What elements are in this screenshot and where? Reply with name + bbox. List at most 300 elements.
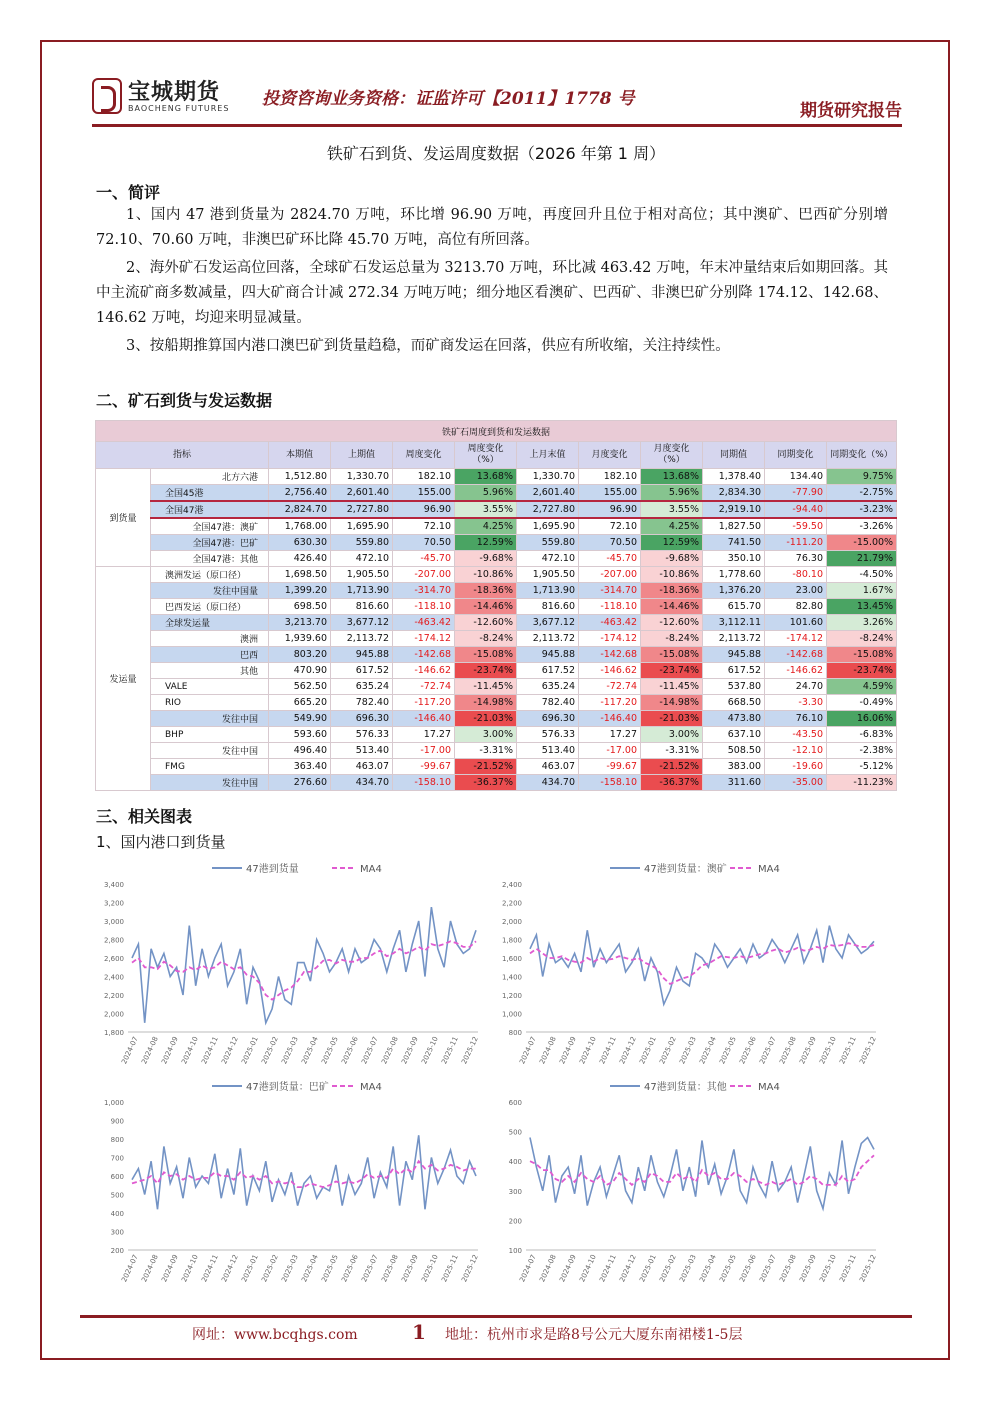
- x-tick-label: 2024-11: [200, 1035, 220, 1066]
- y-tick-label: 800: [508, 1029, 522, 1037]
- table-cell: 4.25%: [455, 518, 517, 535]
- table-cell: -15.08%: [641, 647, 703, 663]
- table-cell: 2,824.70: [269, 501, 331, 518]
- table-row: [96, 615, 897, 631]
- logo-name-en: BAOCHENG FUTURES: [128, 103, 230, 113]
- table-cell: 463.07: [331, 759, 393, 775]
- table-cell: 945.88: [517, 647, 579, 663]
- table-header-cell: 指标: [96, 442, 269, 469]
- table-cell: -11.23%: [827, 775, 897, 791]
- table-cell: -18.36%: [641, 583, 703, 599]
- table-cell: 426.40: [269, 551, 331, 567]
- table-cell: 17.27: [579, 727, 641, 743]
- x-tick-label: 2025-04: [300, 1253, 320, 1284]
- table-cell: 472.10: [331, 551, 393, 567]
- section-heading-comments: 一、简评: [96, 183, 161, 202]
- table-cell: 70.50: [579, 535, 641, 551]
- x-tick-label: 2024-08: [140, 1035, 160, 1066]
- table-cell: -10.86%: [455, 567, 517, 583]
- table-cell: 2,727.80: [331, 501, 393, 518]
- y-tick-label: 2,200: [501, 899, 522, 908]
- header-divider: [92, 124, 902, 127]
- table-row-label: 发往中国: [151, 775, 269, 791]
- table-cell: 3,213.70: [269, 615, 331, 631]
- qualification-text: 投资咨询业务资格：证监许可【2011】1778 号: [262, 89, 635, 109]
- y-tick-label: 700: [110, 1154, 124, 1163]
- table-cell: 615.70: [703, 599, 765, 615]
- table-row: [96, 743, 897, 759]
- y-tick-label: 2,000: [501, 918, 522, 926]
- table-cell: -146.40: [579, 711, 641, 727]
- table-cell: -15.08%: [827, 647, 897, 663]
- table-cell: 13.45%: [827, 599, 897, 615]
- y-tick-label: 2,800: [103, 936, 124, 945]
- table-cell: -146.62: [765, 663, 827, 679]
- x-tick-label: 2024-08: [538, 1035, 558, 1066]
- x-tick-label: 2025-10: [818, 1035, 838, 1066]
- x-tick-label: 2025-12: [460, 1253, 480, 1284]
- table-row: [96, 551, 897, 567]
- y-tick-label: 1,800: [103, 1029, 124, 1037]
- x-tick-label: 2025-11: [838, 1253, 858, 1284]
- table-cell: 1,378.40: [703, 469, 765, 485]
- table-row-label: 北方六港: [151, 469, 269, 485]
- x-tick-label: 2024-10: [180, 1035, 200, 1066]
- y-tick-label: 200: [508, 1217, 522, 1226]
- y-tick-label: 3,400: [103, 881, 124, 889]
- x-tick-label: 2024-07: [120, 1253, 140, 1284]
- comment-paragraph-2: 2、海外矿石发运高位回落，全球矿石发运总量为 3213.70 万吨，环比减 463.42 万吨，年末冲量结束后如期回落。其中主流矿商多数减量，四大矿商合计减 272.34 万吨万吨；细分地区看澳矿、巴西矿、非澳巴矿分别降 174.12、142.68、146.62 万吨，均迎来明显减量。: [96, 260, 888, 326]
- x-tick-label: 2024-10: [578, 1253, 598, 1284]
- table-cell: 3,112.11: [703, 615, 765, 631]
- table-cell: -12.60%: [455, 615, 517, 631]
- table-row-label: 其他: [151, 663, 269, 679]
- table-cell: -14.98%: [455, 695, 517, 711]
- y-tick-label: 2,200: [103, 992, 124, 1000]
- table-cell: -21.52%: [455, 759, 517, 775]
- y-tick-label: 1,800: [501, 936, 522, 945]
- x-tick-label: 2024-11: [598, 1035, 618, 1066]
- table-cell: -158.10: [579, 775, 641, 791]
- table-caption: 铁矿石周度到货和发运数据: [96, 421, 897, 442]
- table-cell: 513.40: [331, 743, 393, 759]
- table-cell: -12.60%: [641, 615, 703, 631]
- x-tick-label: 2024-11: [200, 1253, 220, 1284]
- table-cell: 383.00: [703, 759, 765, 775]
- x-tick-label: 2025-05: [718, 1035, 738, 1066]
- table-cell: -21.03%: [641, 711, 703, 727]
- table-cell: 617.52: [331, 663, 393, 679]
- table-cell: -4.50%: [827, 567, 897, 583]
- table-cell: -158.10: [393, 775, 455, 791]
- table-cell: -463.42: [393, 615, 455, 631]
- table-cell: 816.60: [331, 599, 393, 615]
- x-tick-label: 2024-12: [220, 1253, 240, 1284]
- table-cell: -3.30: [765, 695, 827, 711]
- x-tick-label: 2024-11: [598, 1253, 618, 1284]
- table-cell: 1,695.90: [331, 518, 393, 535]
- table-cell: -77.90: [765, 485, 827, 502]
- x-tick-label: 2025-02: [260, 1035, 280, 1066]
- x-tick-label: 2025-04: [698, 1035, 718, 1066]
- table-cell: 434.70: [517, 775, 579, 791]
- x-tick-label: 2025-12: [858, 1253, 878, 1284]
- y-tick-label: 600: [110, 1173, 124, 1181]
- table-cell: 311.60: [703, 775, 765, 791]
- x-tick-label: 2025-02: [658, 1035, 678, 1066]
- x-tick-label: 2025-07: [360, 1035, 380, 1066]
- table-cell: 276.60: [269, 775, 331, 791]
- table-row: [96, 518, 897, 535]
- y-tick-label: 3,200: [103, 899, 124, 908]
- y-tick-label: 400: [110, 1210, 124, 1218]
- table-cell: 16.06%: [827, 711, 897, 727]
- comment-paragraph-3: 3、按船期推算国内港口澳巴矿到货量趋稳，而矿商发运在回落，供应有所收缩，关注持续性。: [126, 338, 730, 354]
- x-tick-label: 2025-09: [798, 1035, 818, 1066]
- table-cell: -11.45%: [455, 679, 517, 695]
- table-cell: 593.60: [269, 727, 331, 743]
- x-tick-label: 2025-12: [460, 1035, 480, 1066]
- table-row: [96, 663, 897, 679]
- table-row: [96, 631, 897, 647]
- y-tick-label: 500: [110, 1191, 124, 1200]
- table-cell: -15.00%: [827, 535, 897, 551]
- x-tick-label: 2025-02: [658, 1253, 678, 1284]
- table-cell: -99.67: [393, 759, 455, 775]
- table-cell: -3.31%: [455, 743, 517, 759]
- table-cell: 24.70: [765, 679, 827, 695]
- table-cell: -117.20: [579, 695, 641, 711]
- table-cell: -11.45%: [641, 679, 703, 695]
- table-cell: -8.24%: [455, 631, 517, 647]
- table-cell: 617.52: [517, 663, 579, 679]
- table-cell: 3.55%: [455, 501, 517, 518]
- x-tick-label: 2025-04: [698, 1253, 718, 1284]
- table-cell: -45.70: [579, 551, 641, 567]
- table-cell: -21.52%: [641, 759, 703, 775]
- table-cell: 3.26%: [827, 615, 897, 631]
- table-cell: -10.86%: [641, 567, 703, 583]
- table-cell: -19.60: [765, 759, 827, 775]
- table-cell: 698.50: [269, 599, 331, 615]
- x-tick-label: 2025-06: [738, 1035, 758, 1066]
- chart-legend: [212, 862, 382, 875]
- table-cell: 2,756.40: [269, 485, 331, 502]
- table-cell: 508.50: [703, 743, 765, 759]
- x-tick-label: 2025-03: [678, 1253, 698, 1284]
- x-tick-label: 2024-10: [180, 1253, 200, 1284]
- table-cell: 562.50: [269, 679, 331, 695]
- table-cell: -14.46%: [455, 599, 517, 615]
- table-row: [96, 485, 897, 502]
- table-cell: 12.59%: [641, 535, 703, 551]
- table-cell: 1,512.80: [269, 469, 331, 485]
- table-cell: 101.60: [765, 615, 827, 631]
- table-row: [96, 583, 897, 599]
- x-tick-label: 2025-09: [400, 1035, 420, 1066]
- table-cell: 5.96%: [641, 485, 703, 502]
- table-cell: 1,905.50: [331, 567, 393, 583]
- chart-legend: [212, 1080, 382, 1093]
- table-caption-row: [96, 421, 897, 442]
- table-cell: 182.10: [393, 469, 455, 485]
- footer-address: 地址：杭州市求是路8号公元大厦东南裙楼1-5层: [445, 1327, 743, 1343]
- page-number: 1: [412, 1320, 426, 1344]
- table-cell: 496.40: [269, 743, 331, 759]
- x-tick-label: 2025-08: [778, 1253, 798, 1284]
- table-row-label: FMG: [151, 759, 269, 775]
- x-tick-label: 2025-06: [340, 1035, 360, 1066]
- table-cell: -146.40: [393, 711, 455, 727]
- x-tick-label: 2025-05: [320, 1253, 340, 1284]
- table-cell: 3.00%: [455, 727, 517, 743]
- table-cell: 1,827.50: [703, 518, 765, 535]
- table-cell: 816.60: [517, 599, 579, 615]
- table-cell: 803.20: [269, 647, 331, 663]
- table-cell: 155.00: [393, 485, 455, 502]
- footer-divider: [80, 1315, 912, 1318]
- x-tick-label: 2024-09: [160, 1253, 180, 1284]
- table-cell: 513.40: [517, 743, 579, 759]
- x-tick-label: 2025-03: [280, 1253, 300, 1284]
- chart-47-ports-australia: [492, 856, 884, 1070]
- table-cell: 472.10: [517, 551, 579, 567]
- table-cell: 182.10: [579, 469, 641, 485]
- chart-legend: [610, 862, 780, 875]
- x-tick-label: 2025-01: [240, 1035, 260, 1066]
- table-row-label: 全国47港: [151, 501, 269, 518]
- table-cell: -3.26%: [827, 518, 897, 535]
- data-table: [95, 420, 897, 791]
- table-cell: 1,698.50: [269, 567, 331, 583]
- x-tick-label: 2025-03: [280, 1035, 300, 1066]
- y-tick-label: 1,400: [501, 973, 522, 982]
- y-tick-label: 300: [508, 1187, 522, 1196]
- x-tick-label: 2025-10: [420, 1253, 440, 1284]
- table-cell: 741.50: [703, 535, 765, 551]
- logo-name-cn: 宝城期货: [128, 78, 221, 105]
- table-cell: 1,778.60: [703, 567, 765, 583]
- table-cell: 9.75%: [827, 469, 897, 485]
- table-row-label: RIO: [151, 695, 269, 711]
- table-cell: 2,113.72: [703, 631, 765, 647]
- table-header-cell: 月度变化: [579, 442, 641, 469]
- y-tick-label: 600: [508, 1099, 522, 1107]
- table-cell: -118.10: [393, 599, 455, 615]
- table-cell: 72.10: [393, 518, 455, 535]
- report-title: 铁矿石到货、发运周度数据（2026 年第 1 周）: [326, 144, 666, 163]
- table-cell: 945.88: [703, 647, 765, 663]
- x-tick-label: 2025-01: [638, 1035, 658, 1066]
- table-cell: -5.12%: [827, 759, 897, 775]
- table-group-label: 到货量: [96, 469, 151, 567]
- x-tick-label: 2024-09: [558, 1035, 578, 1066]
- table-cell: -117.20: [393, 695, 455, 711]
- table-row-label: 发往中国: [151, 743, 269, 759]
- table-header-cell: 同期变化: [765, 442, 827, 469]
- x-tick-label: 2025-01: [638, 1253, 658, 1284]
- x-tick-label: 2025-11: [440, 1035, 460, 1066]
- table-cell: 13.68%: [641, 469, 703, 485]
- table-cell: -35.00: [765, 775, 827, 791]
- x-tick-label: 2025-11: [440, 1253, 460, 1284]
- chart-47-ports-brazil: [94, 1074, 486, 1288]
- company-logo: [92, 78, 229, 114]
- table-cell: -111.20: [765, 535, 827, 551]
- y-tick-label: 400: [508, 1158, 522, 1167]
- table-cell: 635.24: [331, 679, 393, 695]
- x-tick-label: 2025-04: [300, 1035, 320, 1066]
- section-heading-charts: 三、相关图表: [96, 807, 193, 826]
- table-cell: 696.30: [517, 711, 579, 727]
- x-tick-label: 2025-05: [718, 1253, 738, 1284]
- legend-label: 47港到货量：巴矿: [246, 1082, 329, 1093]
- table-row: [96, 599, 897, 615]
- table-header-cell: 周度变化: [393, 442, 455, 469]
- table-cell: 3,677.12: [517, 615, 579, 631]
- table-cell: -8.24%: [641, 631, 703, 647]
- table-cell: 782.40: [331, 695, 393, 711]
- chart-legend: [610, 1080, 780, 1093]
- table-cell: 1,330.70: [331, 469, 393, 485]
- table-cell: 2,834.30: [703, 485, 765, 502]
- table-cell: 1,330.70: [517, 469, 579, 485]
- table-header-cell: 同期变化（%）: [827, 442, 897, 469]
- table-cell: -17.00: [393, 743, 455, 759]
- table-cell: -3.23%: [827, 501, 897, 518]
- table-cell: 70.50: [393, 535, 455, 551]
- table-cell: -146.62: [393, 663, 455, 679]
- x-tick-label: 2025-05: [320, 1035, 340, 1066]
- table-cell: 1,768.00: [269, 518, 331, 535]
- table-cell: -174.12: [579, 631, 641, 647]
- table-cell: 945.88: [331, 647, 393, 663]
- table-cell: 576.33: [331, 727, 393, 743]
- table-cell: -17.00: [579, 743, 641, 759]
- table-row-label: 澳洲: [151, 631, 269, 647]
- table-cell: -207.00: [579, 567, 641, 583]
- series-line: [132, 1135, 476, 1209]
- table-cell: -94.40: [765, 501, 827, 518]
- x-tick-label: 2024-07: [518, 1035, 538, 1066]
- x-tick-label: 2025-09: [798, 1253, 818, 1284]
- table-cell: -314.70: [579, 583, 641, 599]
- x-tick-label: 2024-12: [618, 1035, 638, 1066]
- y-tick-label: 2,000: [103, 1010, 124, 1019]
- table-row: [96, 535, 897, 551]
- table-cell: -174.12: [765, 631, 827, 647]
- legend-label: MA4: [360, 1082, 382, 1093]
- y-tick-label: 2,600: [103, 955, 124, 963]
- table-cell: 2,601.40: [331, 485, 393, 502]
- table-row-label: 发往中国: [151, 711, 269, 727]
- table-cell: 696.30: [331, 711, 393, 727]
- table-cell: 434.70: [331, 775, 393, 791]
- x-tick-label: 2024-12: [618, 1253, 638, 1284]
- table-cell: 17.27: [393, 727, 455, 743]
- y-tick-label: 1,200: [501, 992, 522, 1000]
- table-cell: 470.90: [269, 663, 331, 679]
- table-cell: 3.00%: [641, 727, 703, 743]
- table-row-label: 发往中国量: [151, 583, 269, 599]
- table-cell: 12.59%: [455, 535, 517, 551]
- table-cell: -207.00: [393, 567, 455, 583]
- x-tick-label: 2025-06: [340, 1253, 360, 1284]
- legend-label: 47港到货量：其他: [644, 1082, 727, 1093]
- x-tick-label: 2025-03: [678, 1035, 698, 1066]
- table-cell: 13.68%: [455, 469, 517, 485]
- table-row-label: BHP: [151, 727, 269, 743]
- table-cell: 2,113.72: [331, 631, 393, 647]
- table-cell: -463.42: [579, 615, 641, 631]
- table-cell: 96.90: [393, 501, 455, 518]
- table-row-label: 巴西: [151, 647, 269, 663]
- table-cell: -21.03%: [455, 711, 517, 727]
- chart-subheading: 1、国内港口到货量: [96, 833, 226, 851]
- x-tick-label: 2025-07: [758, 1035, 778, 1066]
- x-tick-label: 2025-10: [420, 1035, 440, 1066]
- table-row-label: 全国47港：澳矿: [151, 518, 269, 535]
- x-tick-label: 2024-07: [120, 1035, 140, 1066]
- x-tick-label: 2024-07: [518, 1253, 538, 1284]
- table-cell: -3.31%: [641, 743, 703, 759]
- table-cell: 1,939.60: [269, 631, 331, 647]
- table-row: [96, 727, 897, 743]
- page-header: [92, 74, 902, 130]
- series-line: [530, 926, 874, 1005]
- table-group-label: 发运量: [96, 567, 151, 791]
- table-row: [96, 775, 897, 791]
- table-cell: -9.68%: [641, 551, 703, 567]
- table-cell: -15.08%: [455, 647, 517, 663]
- y-tick-label: 2,400: [103, 973, 124, 982]
- table-cell: 1,905.50: [517, 567, 579, 583]
- legend-label: 47港到货量：澳矿: [644, 864, 727, 875]
- table-cell: -23.74%: [455, 663, 517, 679]
- table-header-row: [96, 442, 897, 469]
- table-cell: -72.74: [393, 679, 455, 695]
- table-row: [96, 469, 897, 485]
- table-cell: -146.62: [579, 663, 641, 679]
- x-tick-label: 2025-08: [380, 1035, 400, 1066]
- x-tick-label: 2025-07: [758, 1253, 778, 1284]
- x-tick-label: 2025-02: [260, 1253, 280, 1284]
- table-header-cell: 周度变化（%）: [455, 442, 517, 469]
- y-tick-label: 500: [508, 1128, 522, 1137]
- table-cell: 559.80: [517, 535, 579, 551]
- table-cell: -59.50: [765, 518, 827, 535]
- y-tick-label: 200: [110, 1247, 124, 1255]
- x-tick-label: 2024-08: [140, 1253, 160, 1284]
- table-cell: 1,376.20: [703, 583, 765, 599]
- table-cell: -99.67: [579, 759, 641, 775]
- table-cell: 630.30: [269, 535, 331, 551]
- table-cell: 1,695.90: [517, 518, 579, 535]
- table-cell: -23.74%: [827, 663, 897, 679]
- table-cell: 668.50: [703, 695, 765, 711]
- table-cell: -36.37%: [455, 775, 517, 791]
- table-row: [96, 759, 897, 775]
- table-cell: -36.37%: [641, 775, 703, 791]
- table-cell: 350.10: [703, 551, 765, 567]
- chart-47-ports: [94, 856, 486, 1070]
- table-cell: 5.96%: [455, 485, 517, 502]
- table-row: [96, 647, 897, 663]
- table-cell: -118.10: [579, 599, 641, 615]
- table-header-cell: 月度变化（%）: [641, 442, 703, 469]
- table-cell: 23.00: [765, 583, 827, 599]
- table-cell: 134.40: [765, 469, 827, 485]
